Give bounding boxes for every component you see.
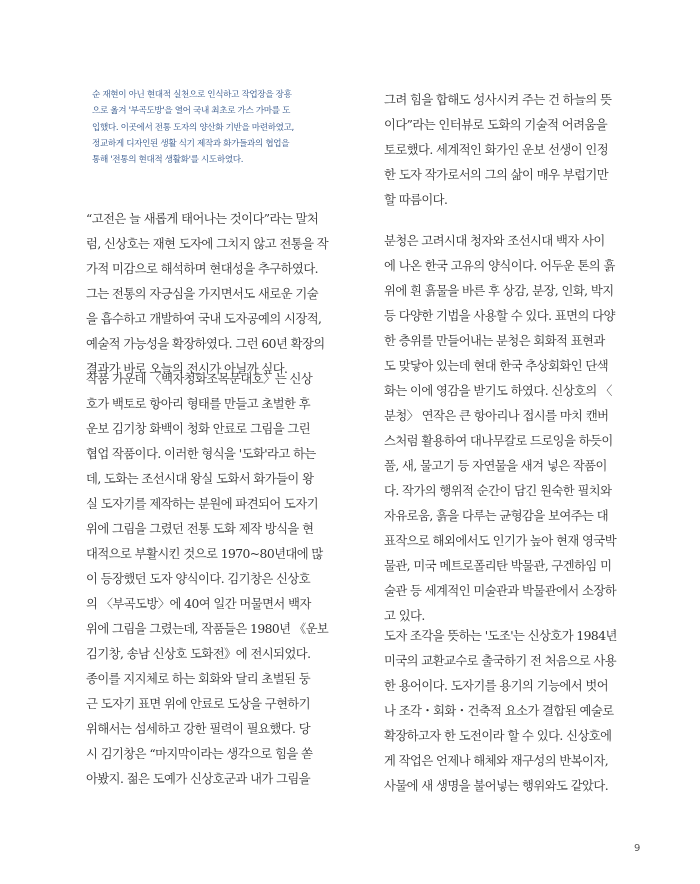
text-line: 그려 힘을 합해도 성사시켜 주는 건 하늘의 뜻 [384, 93, 612, 107]
text-line: 럼, 신상호는 재현 도자에 그치지 않고 전통을 작 [86, 237, 329, 251]
text-line: 등 다양한 기법을 사용할 수 있다. 표면의 다양 [384, 309, 615, 323]
text-line: 종이를 지지체로 하는 회화와 달리 초벌된 둥 [86, 672, 311, 686]
caption-line: 정교하게 디자인된 생활 식기 제작과 화가들과의 협업을 [92, 138, 290, 149]
right-paragraph-1 [384, 88, 652, 213]
left-paragraph-2 [86, 367, 354, 792]
text-line: 미국의 교환교수로 출국하기 전 처음으로 사용 [384, 654, 617, 668]
text-line: 아봤지. 젊은 도예가 신상호군과 내가 그림을 [86, 772, 311, 786]
text-line: 김기창, 송남 신상호 도화전》에 전시되었다. [86, 647, 311, 661]
text-line: 데, 도화는 조선시대 왕실 도화서 화가들이 왕 [86, 472, 314, 486]
text-line: 이다”라는 인터뷰로 도화의 기술적 어려움을 [384, 118, 608, 132]
text-line: 한 용어이다. 도자기를 용기의 기능에서 벗어 [384, 679, 609, 693]
page-number: 9 [634, 843, 641, 854]
text-line: 술관 등 세계적인 미술관과 박물관에서 소장하 [384, 584, 617, 598]
caption-line: 입했다. 이곳에서 전통 도자의 양산화 기반을 마련하였고, [92, 122, 294, 133]
text-line: 물관, 미국 메트로폴리탄 박물관, 구겐하임 미 [384, 559, 612, 573]
text-line: 예술적 가능성을 확장하였다. 그런 60년 확장의 [86, 337, 325, 351]
text-line: 위에 흰 흙물을 바른 후 상감, 분장, 인화, 박지 [384, 284, 614, 298]
text-line: 협업 작품이다. 이러한 형식을 '도화'라고 하는 [86, 447, 316, 461]
text-line: 자유로움, 흙을 다루는 균형감을 보여주는 대 [384, 509, 609, 523]
text-line: 의 〈부곡도방〉에 40여 일간 머물면서 백자 [86, 597, 311, 611]
text-line: “고전은 늘 새롭게 태어나는 것이다”라는 말처 [86, 212, 319, 226]
text-line: 사물에 새 생명을 불어넣는 행위와도 같았다. [384, 779, 609, 793]
text-line: 나 조각・회화・건축적 요소가 결합된 예술로 [384, 704, 614, 718]
text-line: 대적으로 부활시킨 것으로 1970~80년대에 많 [86, 547, 323, 561]
text-line: 위해서는 섬세하고 강한 필력이 필요했다. 당 [86, 722, 311, 736]
text-line: 운보 김기창 화백이 청화 안료로 그림을 그린 [86, 422, 311, 436]
text-line: 작품 가운데 〈백자청화조목문대호〉는 신상 [86, 372, 313, 386]
text-line: 시 김기창은 “마지막이라는 생각으로 힘을 쏟 [86, 747, 313, 761]
caption-text [92, 87, 346, 168]
text-line: 풀, 새, 물고기 등 자연물을 새겨 넣은 작품이 [384, 459, 607, 473]
right-paragraph-2 [384, 229, 652, 629]
text-line: 결과가 바로 오늘의 전시가 아닐까 싶다. [86, 362, 288, 376]
caption-line: 으로 옮겨 '부곡도방'을 열어 국내 최초로 가스 가마를 도 [92, 106, 291, 117]
text-line: 할 따름이다. [384, 193, 448, 207]
text-line: 위에 그림을 그렸는데, 작품들은 1980년 《운보 [86, 622, 329, 636]
caption-line: 순 재현이 아닌 현대적 실천으로 인식하고 작업장을 장흥 [92, 90, 292, 100]
text-line: 화는 이에 영감을 받기도 하였다. 신상호의 〈 [384, 384, 612, 398]
text-line: 위에 그림을 그렸던 전통 도화 제작 방식을 현 [86, 522, 314, 536]
text-line: 표작으로 해외에서도 인기가 높아 현재 영국박 [384, 534, 617, 548]
left-paragraph-1 [86, 207, 354, 382]
text-line: 을 흡수하고 개발하여 국내 도자공예의 시장적, [86, 312, 322, 326]
text-line: 가적 미감으로 해석하며 현대성을 추구하였다. [86, 262, 319, 276]
text-line: 스처럼 활용하여 대나무칼로 드로잉을 하듯이 [384, 434, 613, 448]
text-line: 에 나온 한국 고유의 양식이다. 어두운 톤의 흙 [384, 259, 615, 273]
text-line: 다. 작가의 행위적 순간이 담긴 원숙한 필치와 [384, 484, 612, 498]
text-line: 토로했다. 세계적인 화가인 운보 선생이 인정 [384, 143, 609, 157]
text-line: 도자 조각을 뜻하는 '도조'는 신상호가 1984년 [384, 629, 617, 643]
caption-line: 통해 '전통의 현대적 생활화'를 시도하였다. [92, 155, 244, 166]
text-line: 확장하고자 한 도전이라 할 수 있다. 신상호에 [384, 729, 612, 743]
text-line: 한 도자 작가로서의 그의 삶이 매우 부럽기만 [384, 168, 609, 182]
text-line: 고 있다. [384, 609, 425, 623]
text-line: 호가 백토로 항아리 형태를 만들고 초벌한 후 [86, 397, 311, 411]
text-line: 분청은 고려시대 청자와 조선시대 백자 사이 [384, 234, 605, 248]
text-line: 이 등장했던 도자 양식이다. 김기창은 신상호 [86, 572, 311, 586]
text-line: 실 도자기를 제작하는 분원에 파견되어 도자기 [86, 497, 319, 511]
text-line: 게 작업은 언제나 해체와 재구성의 반복이자, [384, 754, 609, 768]
text-line: 한 층위를 만들어내는 분청은 회화적 표현과 [384, 334, 605, 348]
text-line: 분청〉 연작은 큰 항아리나 접시를 마치 캔버 [384, 409, 609, 423]
right-paragraph-3 [384, 624, 652, 799]
text-line: 근 도자기 표면 위에 안료로 도상을 구현하기 [86, 697, 311, 711]
text-line: 그는 전통의 자긍심을 가지면서도 새로운 기술 [86, 287, 319, 301]
text-line: 도 맞닿아 있는데 현대 한국 추상회화인 단색 [384, 359, 609, 373]
